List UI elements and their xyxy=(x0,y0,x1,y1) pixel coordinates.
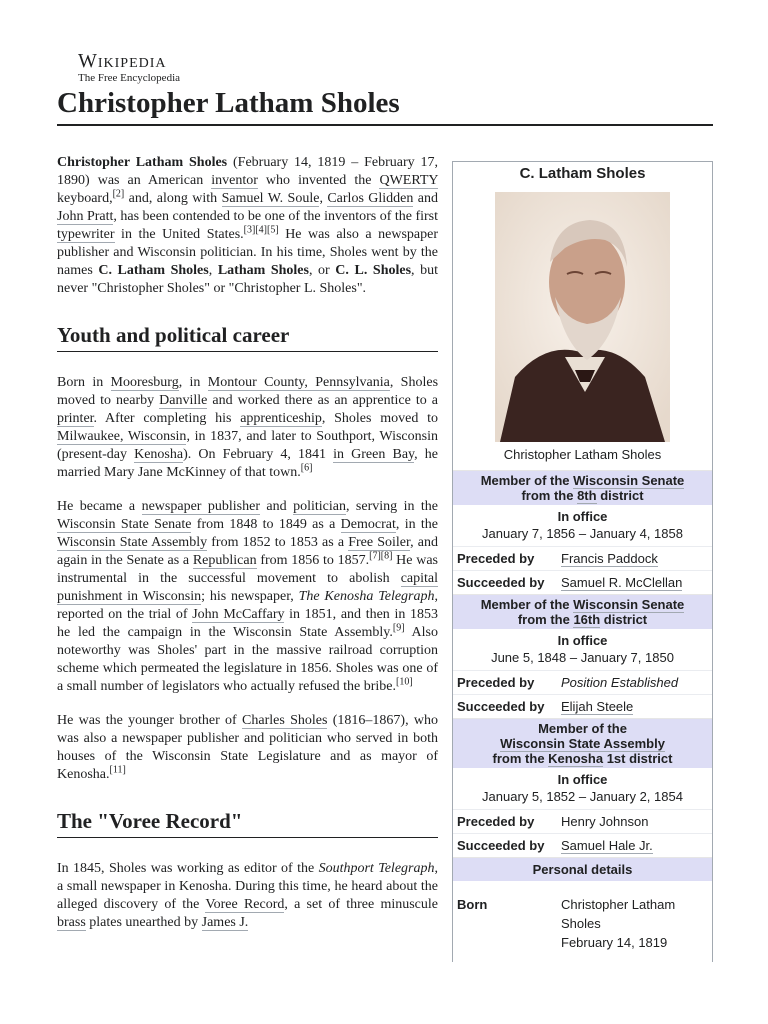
ref-10[interactable]: [10] xyxy=(396,676,413,688)
voree-paragraph-1 xyxy=(57,860,438,932)
text: Member of the xyxy=(538,721,627,736)
link-predecessor[interactable]: Francis Paddock xyxy=(561,551,658,566)
value xyxy=(561,698,712,716)
text: plates unearthed by xyxy=(85,915,202,930)
link-printer[interactable]: printer xyxy=(57,411,94,426)
succeeded-by-row xyxy=(453,570,712,594)
text: , in the xyxy=(395,517,438,532)
link-newspaper-publisher[interactable]: newspaper publisher xyxy=(141,499,260,514)
link-montour[interactable]: Montour County, Pennsylvania xyxy=(207,375,390,390)
link-successor[interactable]: Samuel R. McClellan xyxy=(561,575,683,590)
alias-3: C. L. Sholes xyxy=(335,263,412,278)
term-dates: January 5, 1852 – January 2, 1854 xyxy=(482,789,683,804)
text: keyboard, xyxy=(57,191,113,206)
text: , reported on the trial of xyxy=(57,589,438,622)
text: He was instrumental in the successful movement to abolish xyxy=(57,553,438,586)
link-district[interactable]: Kenosha xyxy=(548,751,604,766)
page-title: Christopher Latham Sholes xyxy=(57,84,713,126)
personal-details-header: Personal details xyxy=(453,857,712,881)
link-free-soiler[interactable]: Free Soiler xyxy=(348,535,411,550)
text: Also noteworthy was Sholes' part in the massive railroad corruption scheme which permeated the legislature in 1856. Sholes was one of a small number of legislators who actually refused the bribe. xyxy=(57,625,438,694)
text: in 1851, and then in 1853 he led the campaign in the Wisconsin State Assembly. xyxy=(57,607,438,640)
link-mooresburg[interactable]: Mooresburg xyxy=(110,375,179,390)
text: He was the younger brother of xyxy=(57,713,243,728)
text: ; his newspaper, xyxy=(201,589,299,604)
text: He became a xyxy=(57,499,142,514)
infobox xyxy=(452,161,713,962)
text: district xyxy=(596,488,644,503)
text: Member of the xyxy=(480,597,574,612)
link-danville[interactable]: Danville xyxy=(159,393,208,408)
section-heading-voree: The "Voree Record" xyxy=(57,808,438,838)
intro-paragraph xyxy=(57,154,438,298)
ref-5[interactable]: [5] xyxy=(267,224,279,236)
text: , Sholes moved to nearby xyxy=(57,375,439,408)
link-politician[interactable]: politician xyxy=(293,499,346,514)
text: Member of the xyxy=(480,473,574,488)
link-wisconsin-senate[interactable]: Wisconsin Senate xyxy=(573,597,685,612)
label: Succeeded by xyxy=(457,838,545,853)
link-democrat[interactable]: Democrat xyxy=(340,517,396,532)
link-state-assembly[interactable]: Wisconsin State Assembly xyxy=(57,535,208,550)
born-name: Christopher Latham Sholes xyxy=(561,897,676,931)
born-date: February 14, 1819 xyxy=(561,935,668,950)
text: , Sholes moved to xyxy=(321,411,438,426)
text: from the xyxy=(517,612,574,627)
link-qwerty[interactable]: QWERTY xyxy=(379,173,438,188)
link-wisconsin-senate[interactable]: Wisconsin Senate xyxy=(573,473,685,488)
link-inventor[interactable]: inventor xyxy=(211,173,258,188)
ref-3[interactable]: [3] xyxy=(243,224,256,236)
term-senate-16th xyxy=(453,594,712,718)
ref-4[interactable]: [4] xyxy=(255,224,267,236)
link-republican[interactable]: Republican xyxy=(192,553,257,568)
text: , xyxy=(208,263,218,278)
link-james[interactable]: James J. xyxy=(201,915,249,930)
text: 1st district xyxy=(603,751,673,766)
link-mccaffary[interactable]: John McCaffary xyxy=(192,607,285,622)
text: (February 14, 1819 – February 17, 1890) was an American xyxy=(57,155,438,188)
youth-paragraph-2 xyxy=(57,498,438,696)
link-apprenticeship[interactable]: apprenticeship xyxy=(240,411,322,426)
text: from 1856 to 1857. xyxy=(256,553,370,568)
ref-8[interactable]: [8] xyxy=(380,550,393,562)
newspaper-title: Southport Telegraph xyxy=(318,861,435,876)
text: , he married Mary Jane McKinney of that town. xyxy=(57,447,438,480)
label: Succeeded by xyxy=(457,699,545,714)
term-senate-8th xyxy=(453,470,712,594)
text: , has been contended to be one of the inventors of the first xyxy=(113,209,439,224)
link-successor[interactable]: Elijah Steele xyxy=(561,699,634,714)
link-district[interactable]: 16th xyxy=(573,612,601,627)
label: Preceded by xyxy=(457,814,535,829)
text: , a set of three minuscule xyxy=(284,897,438,912)
succeeded-by-row xyxy=(453,694,712,718)
link-soule[interactable]: Samuel W. Soule xyxy=(221,191,320,206)
label: Succeeded by xyxy=(457,575,545,590)
text: and xyxy=(413,191,439,206)
value xyxy=(561,837,712,855)
section-heading-youth: Youth and political career xyxy=(57,322,438,352)
text: who invented the xyxy=(257,173,380,188)
label: Preceded by xyxy=(457,675,535,690)
ref-6[interactable]: [6] xyxy=(300,462,313,474)
newspaper-title: The Kenosha Telegraph xyxy=(298,589,435,604)
value xyxy=(561,574,712,592)
portrait-photo[interactable] xyxy=(495,192,670,442)
link-state-senate[interactable]: Wisconsin State Senate xyxy=(57,517,192,532)
text: , xyxy=(319,191,328,206)
youth-paragraph-1 xyxy=(57,374,438,482)
predecessor-text: Henry Johnson xyxy=(561,814,649,829)
text: , in 1837, and later to Southport, Wisconsin (present-day xyxy=(57,429,438,462)
infobox-title: C. Latham Sholes xyxy=(519,165,646,182)
article-body xyxy=(57,154,438,948)
text: district xyxy=(600,612,648,627)
in-office-label: In office xyxy=(557,633,608,648)
link-pratt[interactable]: John Pratt xyxy=(57,209,114,224)
link-typewriter[interactable]: typewriter xyxy=(57,227,115,242)
text: In 1845, Sholes was working as editor of the xyxy=(57,861,319,876)
text: Born in xyxy=(57,375,111,390)
link-capital-punishment[interactable]: capital punishment in Wisconsin xyxy=(57,571,438,604)
text: from the xyxy=(521,488,578,503)
subject-name: Christopher Latham Sholes xyxy=(57,155,228,170)
office-header xyxy=(453,594,712,629)
link-brass[interactable]: brass xyxy=(57,915,86,930)
office-header xyxy=(453,470,712,505)
text: ). On February 4, 1841 xyxy=(183,447,334,462)
term-assembly xyxy=(453,718,712,857)
term-dates: January 7, 1856 – January 4, 1858 xyxy=(482,526,683,541)
link-glidden[interactable]: Carlos Glidden xyxy=(327,191,414,206)
wikipedia-logo[interactable] xyxy=(78,50,180,84)
predecessor-text: Position Established xyxy=(561,675,679,690)
ref-2[interactable]: [2] xyxy=(112,188,125,200)
ref-11[interactable]: [11] xyxy=(109,764,126,776)
value xyxy=(561,550,712,568)
ref-9[interactable]: [9] xyxy=(392,622,405,634)
link-kenosha[interactable]: Kenosha xyxy=(134,447,184,462)
born-label: Born xyxy=(457,897,488,912)
preceded-by-row xyxy=(453,546,712,570)
link-voree-record[interactable]: Voree Record xyxy=(205,897,285,912)
value xyxy=(561,895,712,952)
logo-wordmark: Wikipedia xyxy=(78,50,167,72)
text: in the United States. xyxy=(114,227,244,242)
text: , but never "Christopher Sholes" or "Christopher L. Sholes". xyxy=(57,263,439,296)
text: and xyxy=(260,499,294,514)
alias-2: Latham Sholes xyxy=(217,263,309,278)
link-district[interactable]: 8th xyxy=(577,488,597,503)
succeeded-by-row xyxy=(453,833,712,857)
text: and, along with xyxy=(124,191,222,206)
text: , or xyxy=(308,263,336,278)
text: from the xyxy=(492,751,549,766)
text: , serving in the xyxy=(345,499,438,514)
office-header xyxy=(453,718,712,768)
in-office-label: In office xyxy=(557,509,608,524)
text: and worked there as an apprentice to a xyxy=(207,393,438,408)
text: , in xyxy=(178,375,208,390)
link-charles-sholes[interactable]: Charles Sholes xyxy=(242,713,328,728)
link-successor[interactable]: Samuel Hale Jr. xyxy=(561,838,653,853)
preceded-by-row xyxy=(453,809,712,833)
logo-tagline: The Free Encyclopedia xyxy=(78,72,181,84)
youth-paragraph-3 xyxy=(57,712,438,784)
label: Preceded by xyxy=(457,551,535,566)
text: , a small newspaper in Kenosha. During this time, he heard about the alleged discovery of the xyxy=(57,861,438,912)
link-wisconsin-assembly[interactable]: Wisconsin State Assembly xyxy=(500,736,665,751)
link-milwaukee[interactable]: Milwaukee, Wisconsin xyxy=(57,429,187,444)
born-row xyxy=(453,881,712,954)
text: He was also a newspaper publisher and Wisconsin politician. In his time, Sholes went by the names xyxy=(57,227,438,278)
preceded-by-row xyxy=(453,670,712,694)
text: from 1852 to 1853 as a xyxy=(207,535,349,550)
text: from 1848 to 1849 as a xyxy=(191,517,341,532)
text: (1816–1867), who was also a newspaper publisher and politician who served in both houses of the Wisconsin State Legislature and as mayor of Kenosha. xyxy=(57,713,439,782)
in-office-label: In office xyxy=(557,772,608,787)
ref-7[interactable]: [7] xyxy=(369,550,381,562)
alias-1: C. Latham Sholes xyxy=(98,263,209,278)
text: , and again in the Senate as a xyxy=(57,535,438,568)
term-dates: June 5, 1848 – January 7, 1850 xyxy=(491,650,674,665)
text: . After completing his xyxy=(93,411,241,426)
portrait-caption: Christopher Latham Sholes xyxy=(503,447,662,462)
link-green-bay[interactable]: in Green Bay xyxy=(333,447,415,462)
